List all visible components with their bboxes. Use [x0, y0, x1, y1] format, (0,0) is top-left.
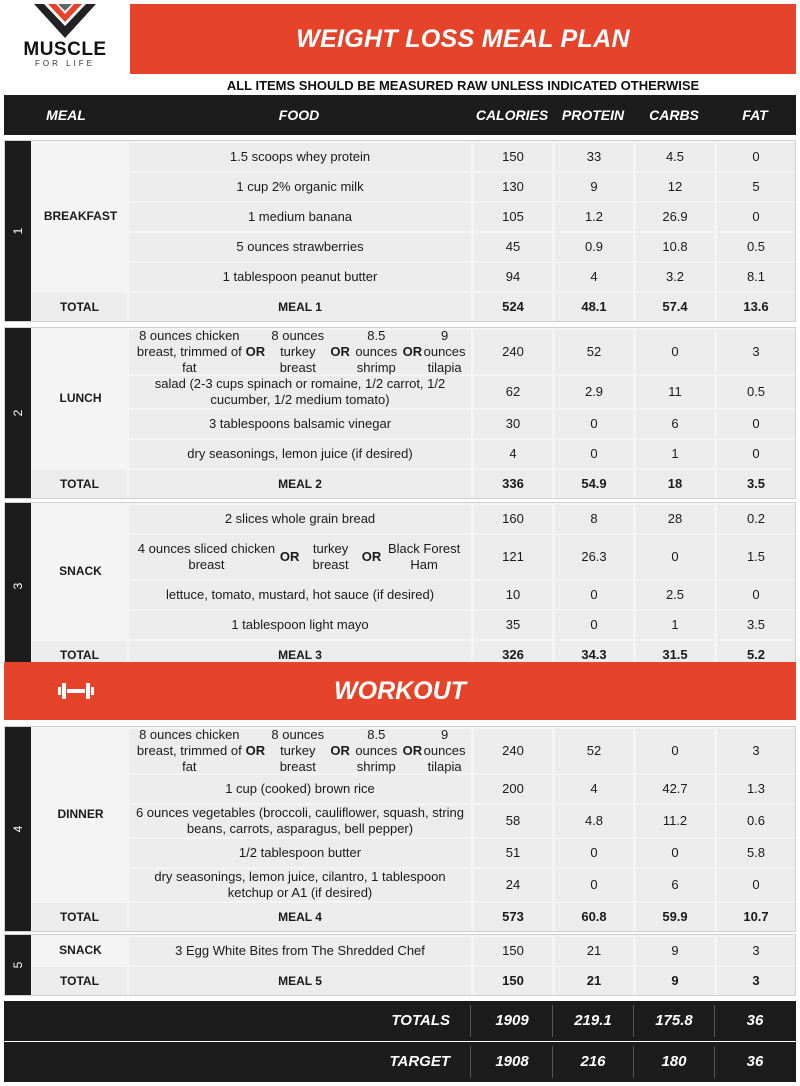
food-row: [129, 837, 796, 867]
carbs-cell: 6: [636, 869, 714, 901]
protein-cell: 0: [555, 839, 633, 867]
total-calories: 326: [474, 641, 552, 669]
protein-cell: 8: [555, 505, 633, 533]
divider: [633, 1005, 634, 1037]
fat-cell: 0: [717, 869, 795, 901]
divider: [552, 1005, 553, 1037]
protein-cell: 2.9: [555, 376, 633, 408]
carbs-cell: 12: [636, 173, 714, 201]
food-row: [129, 609, 796, 639]
total-fat: 13.6: [717, 293, 795, 321]
total-label: TOTAL: [32, 641, 127, 669]
carbs-cell: 0: [636, 839, 714, 867]
carbs-cell: 2.5: [636, 581, 714, 609]
column-header-food: FOOD: [278, 107, 320, 123]
fat-cell: 0: [717, 203, 795, 231]
calories-cell: 105: [474, 203, 552, 231]
protein-cell: 26.3: [555, 535, 633, 579]
total-meal-name: MEAL 5: [129, 967, 471, 995]
food-row: [129, 579, 796, 609]
calories-cell: 130: [474, 173, 552, 201]
fat-cell: 1.5: [717, 535, 795, 579]
meal-number-strip: [5, 141, 31, 321]
total-calories: 150: [474, 967, 552, 995]
food-row: [129, 935, 796, 965]
total-fat: 10.7: [717, 903, 795, 931]
column-header-meal: MEAL: [46, 107, 86, 123]
divider: [470, 1005, 471, 1037]
total-calories: 573: [474, 903, 552, 931]
column-header-bar: [4, 95, 796, 135]
carbs-cell: 11: [636, 376, 714, 408]
meal-total-row: [32, 965, 796, 995]
total-meal-name: MEAL 2: [129, 470, 471, 498]
fat-cell: 5.8: [717, 839, 795, 867]
page-title: WEIGHT LOSS MEAL PLAN: [296, 24, 630, 53]
fat-cell: 0.6: [717, 805, 795, 837]
food-cell: 3 tablespoons balsamic vinegar: [129, 410, 471, 438]
logo-name: MUSCLE: [23, 39, 107, 60]
food-cell: 1 cup (cooked) brown rice: [129, 775, 471, 803]
calories-cell: 94: [474, 263, 552, 291]
target-carbs: 180: [661, 1053, 687, 1070]
column-header-carbs: CARBS: [649, 107, 699, 123]
protein-cell: 33: [555, 143, 633, 171]
divider: [552, 1046, 553, 1078]
food-cell: lettuce, tomato, mustard, hot sauce (if desired): [129, 581, 471, 609]
totals-bar: [4, 1001, 796, 1041]
food-cell: 3 Egg White Bites from The Shredded Chef: [129, 937, 471, 965]
fat-cell: 3: [717, 729, 795, 773]
food-row: [129, 171, 796, 201]
calories-cell: 45: [474, 233, 552, 261]
food-row: [129, 231, 796, 261]
carbs-cell: 0: [636, 330, 714, 374]
calories-cell: 4: [474, 440, 552, 468]
meal-number: 2: [11, 409, 25, 417]
totals-label: TOTALS: [391, 1012, 450, 1029]
target-bar: [4, 1042, 796, 1082]
carbs-cell: 1: [636, 611, 714, 639]
meal-number-strip: [5, 727, 31, 931]
page-header: [0, 0, 800, 93]
total-meal-name: MEAL 3: [129, 641, 471, 669]
calories-cell: 150: [474, 937, 552, 965]
protein-cell: 0.9: [555, 233, 633, 261]
total-fat: 3.5: [717, 470, 795, 498]
logo-tagline: FOR LIFE: [34, 59, 95, 68]
meal-block: [4, 327, 796, 499]
total-carbs: 31.5: [636, 641, 714, 669]
totals-protein: 219.1: [574, 1012, 612, 1029]
column-header-fat: FAT: [742, 107, 768, 123]
fat-cell: 3: [717, 330, 795, 374]
title-banner: [130, 4, 796, 74]
calories-cell: 51: [474, 839, 552, 867]
total-protein: 21: [555, 967, 633, 995]
meal-name: SNACK: [59, 564, 102, 578]
calories-cell: 150: [474, 143, 552, 171]
totals-fat: 36: [746, 1012, 764, 1029]
total-fat: 5.2: [717, 641, 795, 669]
fat-cell: 3: [717, 937, 795, 965]
meal-number: 1: [11, 227, 25, 235]
food-cell: 6 ounces vegetables (broccoli, cauliflower, squash, string beans, carrots, asparagus, bell pepper): [129, 805, 471, 837]
total-fat: 3: [717, 967, 795, 995]
food-row: [129, 261, 796, 291]
food-row: [129, 773, 796, 803]
food-cell: 1/2 tablespoon butter: [129, 839, 471, 867]
meal-block: [4, 140, 796, 322]
fat-cell: 0: [717, 410, 795, 438]
meal-number-strip: [5, 503, 31, 669]
carbs-cell: 10.8: [636, 233, 714, 261]
calories-cell: 30: [474, 410, 552, 438]
fat-cell: 1.3: [717, 775, 795, 803]
meal-name: BREAKFAST: [43, 209, 118, 223]
fat-cell: 0.2: [717, 505, 795, 533]
total-protein: 48.1: [555, 293, 633, 321]
protein-cell: 1.2: [555, 203, 633, 231]
workout-title: WORKOUT: [334, 677, 466, 705]
calories-cell: 24: [474, 869, 552, 901]
total-carbs: 18: [636, 470, 714, 498]
totals-calories: 1909: [495, 1012, 529, 1029]
meal-block: [4, 726, 796, 932]
totals-carbs: 175.8: [655, 1012, 693, 1029]
protein-cell: 0: [555, 440, 633, 468]
carbs-cell: 26.9: [636, 203, 714, 231]
protein-cell: 52: [555, 330, 633, 374]
meal-number: 3: [11, 582, 25, 590]
meal-name: SNACK: [59, 943, 102, 957]
carbs-cell: 3.2: [636, 263, 714, 291]
protein-cell: 0: [555, 869, 633, 901]
total-protein: 54.9: [555, 470, 633, 498]
food-cell: 8 ounces chicken breast, trimmed of fat OR 8 ounces turkey breast OR 8.5 ounces shrimp OR 9 ounces tilapia: [129, 729, 471, 773]
logo-mark-icon: [34, 4, 96, 40]
food-row: [129, 867, 796, 901]
total-label: TOTAL: [32, 470, 127, 498]
food-cell: 5 ounces strawberries: [129, 233, 471, 261]
workout-banner: [4, 662, 796, 720]
total-carbs: 57.4: [636, 293, 714, 321]
food-cell: 1 tablespoon light mayo: [129, 611, 471, 639]
carbs-cell: 6: [636, 410, 714, 438]
carbs-cell: 0: [636, 729, 714, 773]
carbs-cell: 0: [636, 535, 714, 579]
food-cell: 1 medium banana: [129, 203, 471, 231]
calories-cell: 35: [474, 611, 552, 639]
carbs-cell: 9: [636, 937, 714, 965]
carbs-cell: 11.2: [636, 805, 714, 837]
total-carbs: 9: [636, 967, 714, 995]
calories-cell: 58: [474, 805, 552, 837]
meal-block: [4, 934, 796, 996]
meal-number: 5: [11, 961, 25, 969]
fat-cell: 0.5: [717, 376, 795, 408]
protein-cell: 4: [555, 775, 633, 803]
calories-cell: 62: [474, 376, 552, 408]
calories-cell: 160: [474, 505, 552, 533]
meal-name: DINNER: [57, 807, 104, 821]
measurement-note: ALL ITEMS SHOULD BE MEASURED RAW UNLESS INDICATED OTHERWISE: [226, 78, 700, 93]
food-row: [129, 438, 796, 468]
calories-cell: 10: [474, 581, 552, 609]
food-row: [129, 141, 796, 171]
food-cell: 4 ounces sliced chicken breast OR turkey breast OR Black Forest Ham: [129, 535, 471, 579]
total-calories: 336: [474, 470, 552, 498]
calories-cell: 240: [474, 330, 552, 374]
food-cell: 1 cup 2% organic milk: [129, 173, 471, 201]
meal-total-row: [32, 468, 796, 498]
food-row: [129, 727, 796, 773]
meal-total-row: [32, 291, 796, 321]
logo: [6, 4, 124, 76]
calories-cell: 200: [474, 775, 552, 803]
food-row: [129, 408, 796, 438]
food-cell: 2 slices whole grain bread: [129, 505, 471, 533]
total-protein: 60.8: [555, 903, 633, 931]
divider: [714, 1005, 715, 1037]
divider: [714, 1046, 715, 1078]
food-row: [129, 328, 796, 374]
meal-name: LUNCH: [59, 391, 102, 405]
protein-cell: 0: [555, 410, 633, 438]
food-cell: 1.5 scoops whey protein: [129, 143, 471, 171]
fat-cell: 0: [717, 440, 795, 468]
column-header-protein: PROTEIN: [561, 107, 625, 123]
calories-cell: 240: [474, 729, 552, 773]
food-row: [129, 533, 796, 579]
meal-number-strip: [5, 328, 31, 498]
total-carbs: 59.9: [636, 903, 714, 931]
fat-cell: 8.1: [717, 263, 795, 291]
food-cell: dry seasonings, lemon juice, cilantro, 1 tablespoon ketchup or A1 (if desired): [129, 869, 471, 901]
carbs-cell: 42.7: [636, 775, 714, 803]
divider: [470, 1046, 471, 1078]
total-label: TOTAL: [32, 903, 127, 931]
food-row: [129, 503, 796, 533]
column-header-calories: CALORIES: [475, 107, 549, 123]
food-cell: salad (2-3 cups spinach or romaine, 1/2 carrot, 1/2 cucumber, 1/2 medium tomato): [129, 376, 471, 408]
carbs-cell: 4.5: [636, 143, 714, 171]
total-meal-name: MEAL 1: [129, 293, 471, 321]
fat-cell: 0: [717, 581, 795, 609]
meal-block: [4, 502, 796, 670]
calories-cell: 121: [474, 535, 552, 579]
food-cell: 1 tablespoon peanut butter: [129, 263, 471, 291]
food-row: [129, 803, 796, 837]
protein-cell: 9: [555, 173, 633, 201]
total-meal-name: MEAL 4: [129, 903, 471, 931]
protein-cell: 0: [555, 581, 633, 609]
total-protein: 34.3: [555, 641, 633, 669]
protein-cell: 52: [555, 729, 633, 773]
target-label: TARGET: [389, 1053, 450, 1070]
target-fat: 36: [746, 1053, 764, 1070]
protein-cell: 4: [555, 263, 633, 291]
target-protein: 216: [580, 1053, 606, 1070]
protein-cell: 21: [555, 937, 633, 965]
target-calories: 1908: [495, 1053, 529, 1070]
food-row: [129, 201, 796, 231]
food-row: [129, 374, 796, 408]
meal-number: 4: [11, 825, 25, 833]
carbs-cell: 1: [636, 440, 714, 468]
carbs-cell: 28: [636, 505, 714, 533]
food-cell: 8 ounces chicken breast, trimmed of fat OR 8 ounces turkey breast OR 8.5 ounces shrimp OR 9 ounces tilapia: [129, 330, 471, 374]
protein-cell: 0: [555, 611, 633, 639]
meal-number-strip: [5, 935, 31, 995]
total-calories: 524: [474, 293, 552, 321]
fat-cell: 0.5: [717, 233, 795, 261]
fat-cell: 5: [717, 173, 795, 201]
total-label: TOTAL: [32, 293, 127, 321]
fat-cell: 3.5: [717, 611, 795, 639]
divider: [633, 1046, 634, 1078]
fat-cell: 0: [717, 143, 795, 171]
meal-total-row: [32, 901, 796, 931]
protein-cell: 4.8: [555, 805, 633, 837]
food-cell: dry seasonings, lemon juice (if desired): [129, 440, 471, 468]
total-label: TOTAL: [32, 967, 127, 995]
